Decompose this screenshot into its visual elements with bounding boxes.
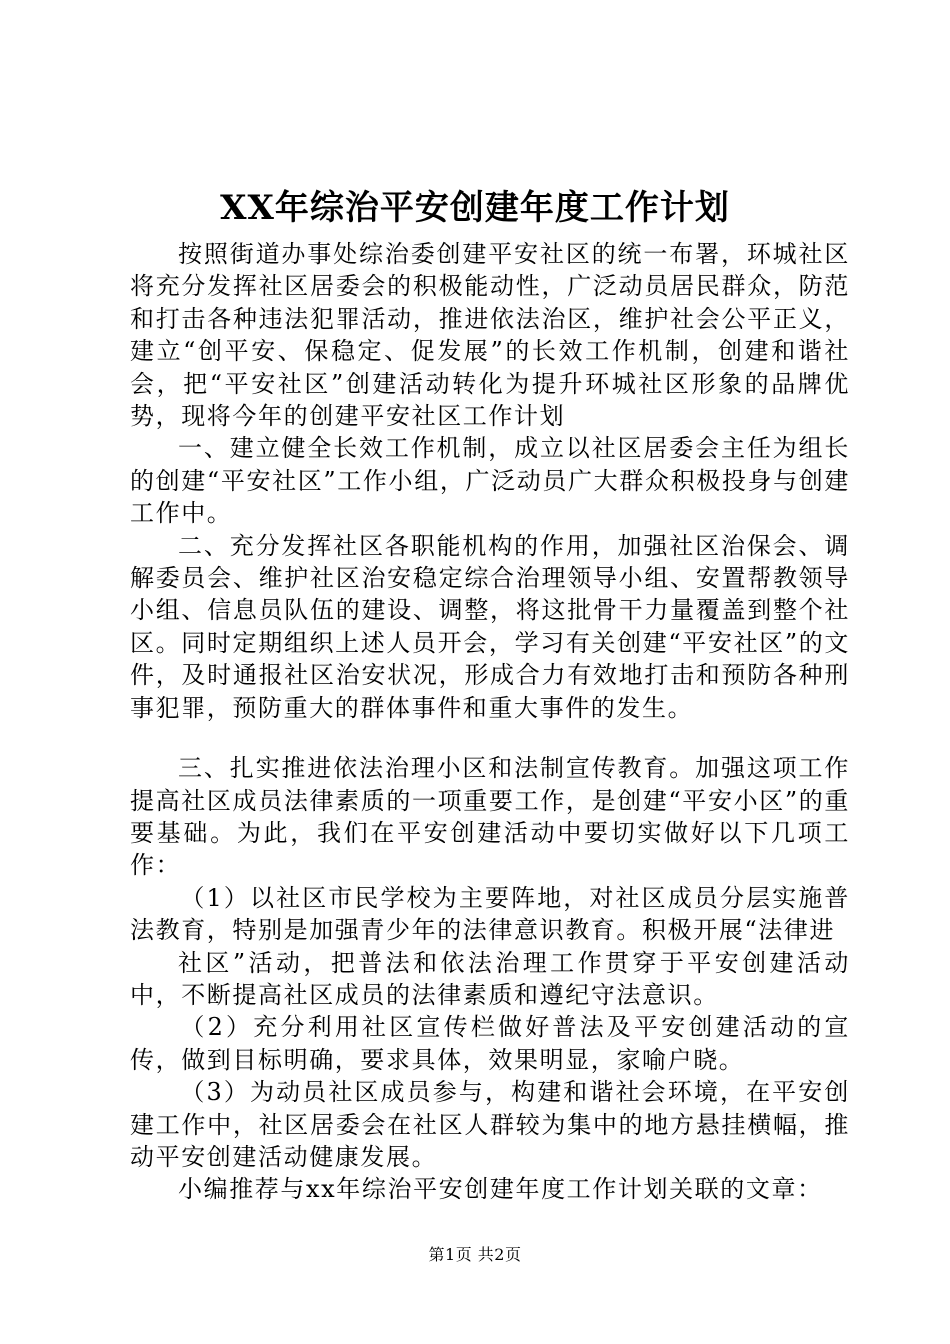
paragraph-item-1-continued: 社区”活动，把普法和依法治理工作贯穿于平安创建活动中，不断提高社区成员的法律素质和遵纪守法意识。 — [130, 948, 850, 1009]
paragraph-section-3: 三、扎实推进依法治理小区和法制宣传教育。加强这项工作提高社区成员法律素质的一项重要工作，是创建“平安小区”的重要基础。为此，我们在平安创建活动中要切实做好以下几项工作： — [130, 754, 850, 880]
paragraph-item-2: （2）充分利用社区宣传栏做好普法及平安创建活动的宣传，做到目标明确，要求具体，效果明显，家喻户晓。 — [130, 1013, 850, 1074]
page-footer: 第1页 共2页 — [428, 1245, 522, 1264]
paragraph-section-1: 一、建立健全长效工作机制，成立以社区居委会主任为组长的创建“平安社区”工作小组，广泛动员广大群众积极投身与创建工作中。 — [130, 434, 850, 528]
paragraph-gap — [130, 724, 850, 752]
paragraph-intro: 按照街道办事处综治委创建平安社区的统一布署，环城社区将充分发挥社区居委会的积极能动性，广泛动员居民群众，防范和打击各种违法犯罪活动，推进依法治区，维护社会公平正义，建立“创平安、保稳定、促发展”的长效工作机制，创建和谐社会，把“平安社区”创建活动转化为提升环城社区形象的品牌优势，现将今年的创建平安社区工作计划 — [130, 240, 850, 431]
paragraph-item-1: （1）以社区市民学校为主要阵地，对社区成员分层实施普法教育，特别是加强青少年的法律意识教育。积极开展“法律进 — [130, 883, 850, 945]
document-body — [130, 238, 850, 1206]
document-title: XX年综治平安创建年度工作计划 — [220, 188, 730, 228]
paragraph-recommend: 小编推荐与xx年综治平安创建年度工作计划关联的文章： — [178, 1175, 823, 1204]
paragraph-item-3: （3）为动员社区成员参与，构建和谐社会环境，在平安创建工作中，社区居委会在社区人群较为集中的地方悬挂横幅，推动平安创建活动健康发展。 — [130, 1078, 850, 1171]
paragraph-section-2: 二、充分发挥社区各职能机构的作用，加强社区治保会、调解委员会、维护社区治安稳定综合治理领导小组、安置帮教领导小组、信息员队伍的建设、调整，将这批骨干力量覆盖到整个社区。同时定期组织上述人员开会，学习有关创建“平安社区”的文件，及时通报社区治安状况，形成合力有效地打击和预防各种刑事犯罪，预防重大的群体事件和重大事件的发生。 — [130, 531, 850, 722]
